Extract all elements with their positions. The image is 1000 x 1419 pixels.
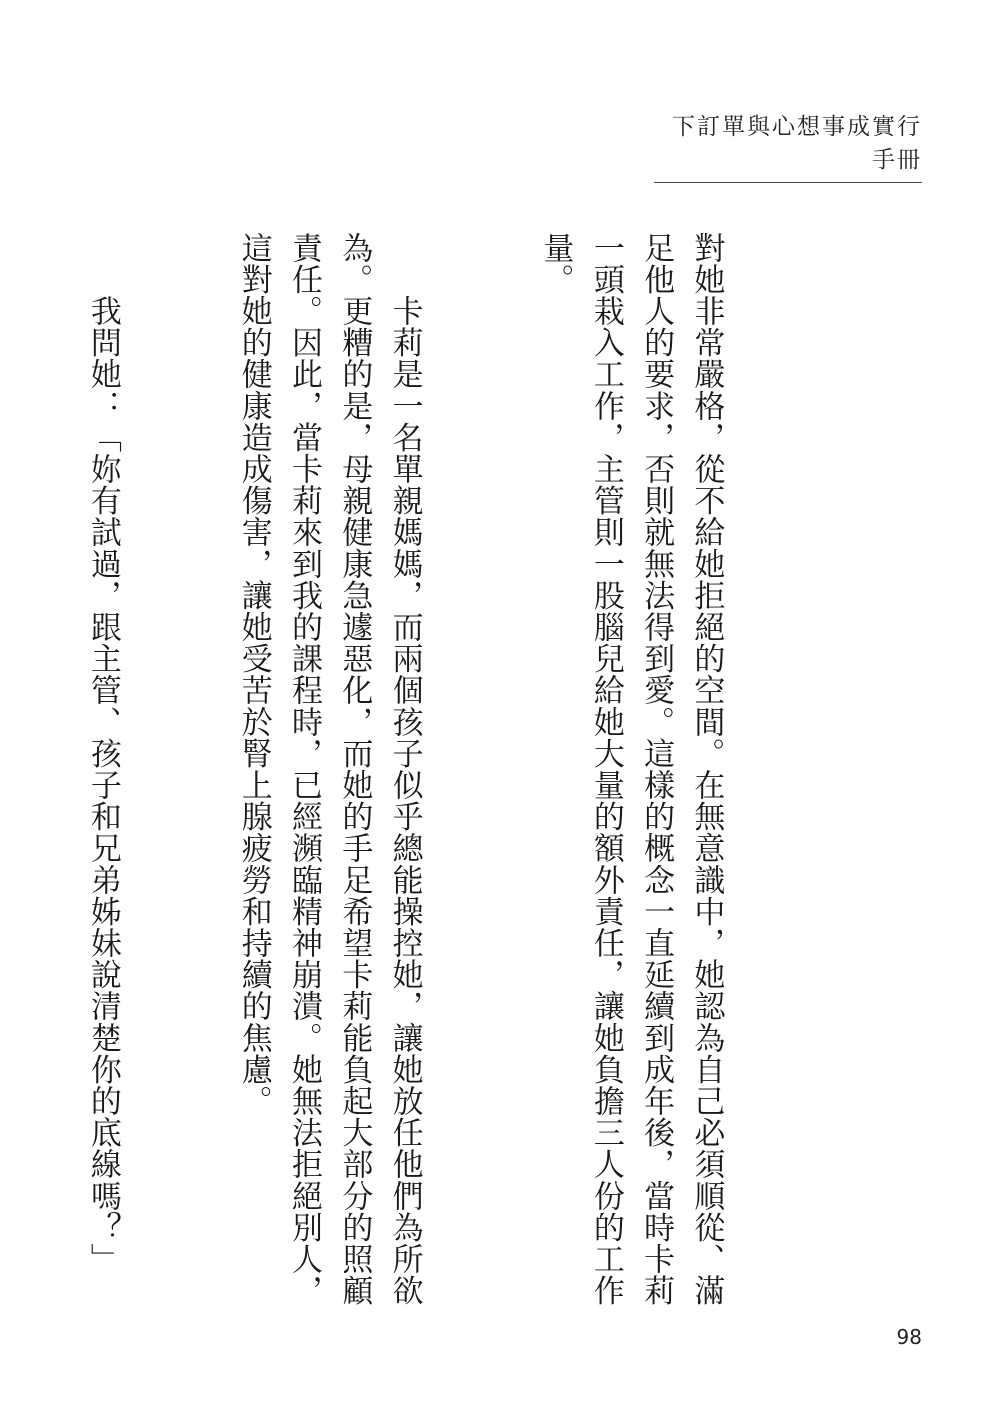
paragraph: 對她非常嚴格，從不給她拒絕的空間。在無意識中，她認為自己必須順從、滿足他人的要求，否則就無法得到愛。這樣的概念一直延續到成年後，當時卡莉一頭栽入工作，主管則一股腦兒給她大量的額外責任，讓她負擔三人份的工作量。 [537,232,725,1307]
body-text [0,232,832,1332]
running-header: 下訂單與心想事成實行手冊 [654,108,922,183]
page-number: 98 [896,1325,922,1349]
paragraph: 我問她：「妳有試過，跟主管、孩子和兄弟姊妹說清楚你的底線嗎？」 [84,232,121,1275]
paragraph: 卡莉是一名單親媽媽，而兩個孩子似乎總能操控她，讓她放任他們為所欲為。更糟的是，母親健康急遽惡化，而她的手足希望卡莉能負起大部分的照顧責任。因此，當卡莉來到我的課程時，已經瀕臨精神崩潰。她無法拒絕別人，這對她的健康造成傷害，讓她受苦於腎上腺疲勞和持續的焦慮。 [235,232,423,1307]
